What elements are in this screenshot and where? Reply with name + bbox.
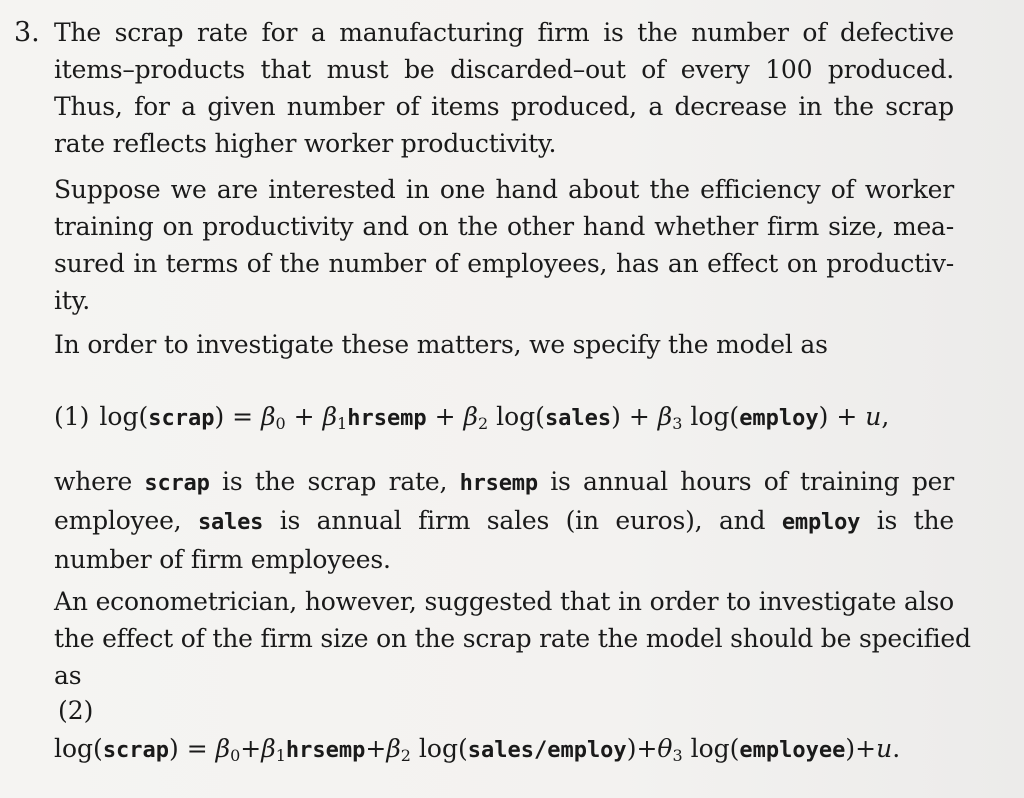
text-fragment: is the [860,506,954,535]
text-line [54,502,954,541]
eq-text: log( [488,402,545,431]
eq-variable: employee [739,738,846,763]
eq-subscript: 2 [400,746,411,765]
eq-text: + [285,402,323,431]
eq-variable: hrsemp [285,738,366,763]
text-line: ity. [54,286,90,315]
eq-text: ) + [611,402,658,431]
text-fragment: employee, [54,506,198,535]
eq-text: ) = [214,402,254,431]
eq-variable: hrsemp [347,406,427,431]
eq-coefficient: β [463,402,478,431]
eq-coefficient: β [322,402,338,431]
eq-text: )+ [626,734,658,763]
eq-variable: sales [544,406,612,431]
eq-subscript: 0 [275,414,286,433]
eq-error-term: u [876,734,893,763]
text-line: items–products that must be discarded–out of every 100 produced. [54,55,954,84]
variable-name: scrap [144,471,210,496]
text-line: An econometrician, however, suggested that in order to investigate also [54,587,954,616]
interest-paragraph [54,171,954,319]
eq-text: . [892,734,901,763]
model-intro-paragraph [54,326,954,363]
equation-label: (1) [54,402,90,431]
text-line: Thus, for a given number of items produced, a decrease in the scrap [54,92,954,121]
eq-text: ) = [169,734,216,763]
eq-text: log( [54,734,103,763]
eq-subscript: 0 [230,746,241,765]
equation-1 [54,398,889,437]
question-number: 3. [14,17,40,48]
text-line: rate reflects higher worker productivity. [54,129,557,158]
text-line: sured in terms of the number of employees, has an effect on productiv- [54,249,954,278]
eq-coefficient: θ [657,734,673,763]
eq-subscript: 1 [337,414,348,433]
text-line: number of firm employees. [54,545,391,574]
eq-text: log( [682,402,740,431]
text-line [54,463,954,502]
eq-coefficient: β [261,402,276,431]
text-fragment: is annual hours of training per [537,467,954,496]
intro-paragraph [54,14,954,162]
eq-text: + [426,402,464,431]
eq-coefficient: β [657,402,673,431]
text-fragment: is the scrap rate, [209,467,460,496]
eq-text: , [881,402,890,431]
eq-error-term: u [865,402,882,431]
text-line: Suppose we are interested in one hand about the efficiency of worker [54,175,954,204]
text-fragment: where [54,467,145,496]
eq-variable: scrap [102,738,170,763]
eq-subscript: 3 [672,746,683,765]
text-line: The scrap rate for a manufacturing firm is the number of defective [54,18,954,47]
eq-variable: employ [739,406,819,431]
eq-coefficient: β [215,734,231,763]
eq-text: log( [99,402,149,431]
eq-text: + [365,734,387,763]
eq-subscript: 3 [672,414,683,433]
eq-variable: scrap [148,406,215,431]
text-line: training on productivity and on the other hand whether firm size, mea- [54,212,954,241]
variable-name: hrsemp [459,471,538,496]
eq-coefficient: β [386,734,401,763]
text-line: as [54,661,82,690]
eq-text: )+ [845,734,877,763]
variable-name: sales [197,510,264,535]
where-paragraph [54,463,954,578]
text-line: In order to investigate these matters, we specify the model as [54,330,828,359]
eq-text: + [240,734,262,763]
text-line: the effect of the firm size on the scrap rate the model should be specified [54,624,971,653]
equation-2 [54,730,900,769]
eq-text: log( [682,734,740,763]
eq-coefficient: β [261,734,276,763]
eq-subscript: 2 [477,414,489,433]
variable-name: employ [781,510,861,535]
eq-text: ) + [818,402,866,431]
text-fragment: is annual firm sales (in euros), and [263,506,782,535]
eq-subscript: 1 [275,746,286,765]
equation-label: (2) [58,696,94,725]
econometrician-paragraph [54,583,971,694]
eq-variable: sales/employ [467,738,627,763]
eq-text: log( [410,734,468,763]
